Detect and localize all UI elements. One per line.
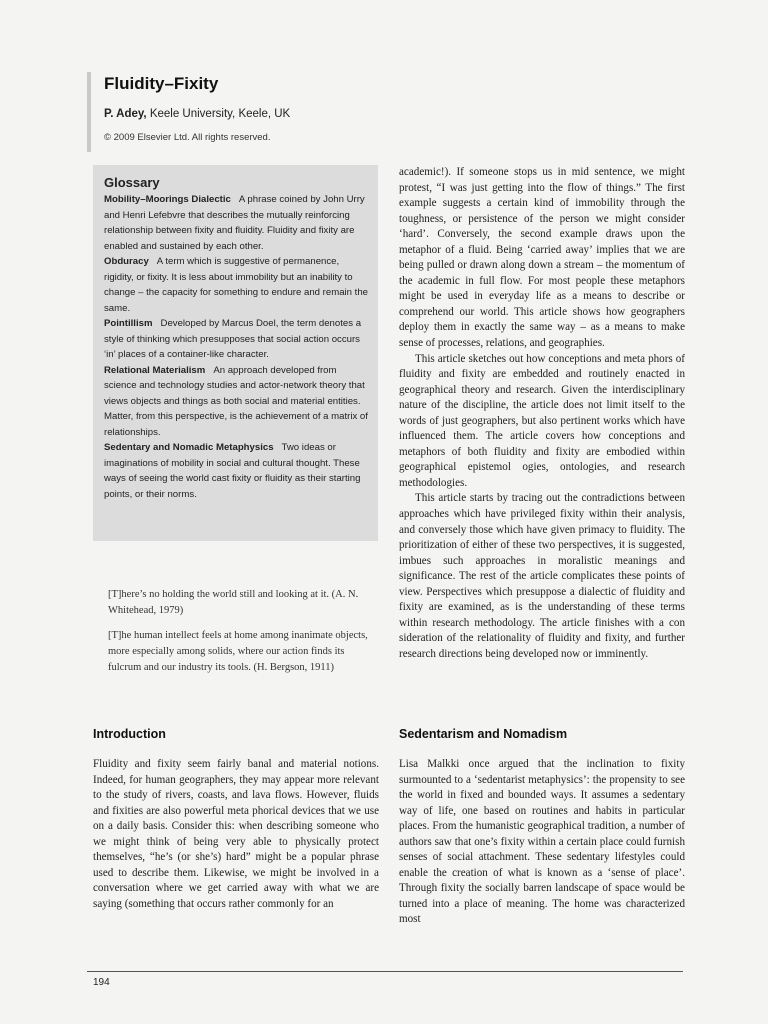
paragraph: academic!). If someone stops us in mid sentence, we might protest, “I was just getting into the flow of things.” The first example suggests a certain kind of immobility through the toughness, or persistence of the person we might consider ‘hard’. Conversely, the second example draws upon the metaphor of a fluid. Being ‘carried away’ implies that we are being pulled or drawn along down a stream – the momentum of the academic in full flow. For most people these metaphors might be used in everyday life as a means to describe or comprehend our world. This article shows how geographers deploy them in exactly the same way – as a means to make sense of processes, relations, and geographies. <box>399 166 685 350</box>
glossary-entry <box>104 254 368 316</box>
glossary-term: Relational Materialism <box>104 364 206 376</box>
glossary-definition: Two ideas or imaginations of mobility in social and cultural thought. These ways of seeing the world cast fixity or fluidity as their starting points, or their norms. <box>104 442 361 500</box>
glossary-entry <box>104 440 368 502</box>
paragraph: Lisa Malkki once argued that the inclination to fixity surmounted to a ‘sedentarist metaphysics’: the propensity to see the world in fixed and bounded ways. It assumes a sedentary way of life, one based on routines and habits in particular places. From the humanistic geographical tradition, a number of authors saw that one’s fixity within a certain place could furnish senses of social attachment. These sedentary lifestyles could enable the creation of what is known as a ‘sense of place’. Through fixity the socially barren landscape of space would be turned into a place of meaning. The home was characterized most <box>399 758 685 926</box>
page-number: 194 <box>93 977 110 988</box>
introduction-body <box>93 757 379 912</box>
glossary-entry <box>104 363 368 441</box>
right-column-body <box>399 165 685 663</box>
glossary-definition: An approach developed from science and technology studies and actor-network theory that views objects and things as both social and material entities. Matter, from this perspective, is the achievement of a matrix of relationships. <box>104 364 368 438</box>
title-accent-bar <box>87 72 91 152</box>
author-line <box>104 108 290 120</box>
glossary-definition: A phrase coined by John Urry and Henri Lefebvre that describes the mutually reinforcing relationship between fixity and fluidity. Fluidity and fixity are enabled and sustained by each other. <box>104 194 365 252</box>
glossary-entry <box>104 192 368 254</box>
glossary-term: Obduracy <box>104 256 149 267</box>
copyright-notice: © 2009 Elsevier Ltd. All rights reserved. <box>104 132 271 143</box>
glossary-box <box>93 165 378 541</box>
footer-rule <box>87 971 683 972</box>
sedentarism-heading: Sedentarism and Nomadism <box>399 727 568 741</box>
paragraph: Fluidity and fixity seem fairly banal and material notions. Indeed, for human geographers, they may appear more relevant to the study of rivers, coasts, and lava flows. However, fluids and fixities are also powerful meta phorical devices that we use on a daily basis. Consider this: when describing someone who we might think of being very able to physically protect themselves, “he’s (or she’s) hard” might be a popular phrase used to describe them. Likewise, we might be involved in a conversation where we get carried away with what we are saying (something that occurs rather commonly for an <box>93 758 379 910</box>
epigraph-whitehead: [T]here’s no holding the world still and looking at it. (A. N. Whitehead, 1979) <box>108 589 359 617</box>
paragraph: This article sketches out how conceptions and meta phors of fluidity and fixity are embedded and routinely enacted in geographical theory and research. Given the interdisciplinary nature of the discipline, the article does not limit itself to the words of just geographers, but also pertinent works which have influenced them. The article covers how conceptions and metaphors of both fluidity and fixity are embodied within geographical epistemol ogies, ontologies, and research methodologies. <box>399 352 685 489</box>
glossary-term: Mobility–Moorings Dialectic <box>104 194 231 205</box>
paragraph: This article starts by tracing out the contradictions between approaches which have privileged fixity within their analysis, and conversely those which have given primacy to fluidity. The prioritization of either of these two perspectives, it is suggested, imbues such approaches in moralistic meanings and significance. The rest of the article complicates these points of view. Perspectives which presuppose a dialectic of fluidity and fixity are examined, as is the understanding of these terms within research methodology. The article finishes with a con sideration of the relationality of fluidity and fixity, and further research directions being developed now or imminently. <box>399 492 685 660</box>
sedentarism-body <box>399 757 685 928</box>
article-title: Fluidity–Fixity <box>104 74 219 93</box>
author-name: P. Adey, <box>104 108 147 120</box>
epigraphs <box>108 587 370 684</box>
glossary-term: Sedentary and Nomadic Metaphysics <box>104 442 274 453</box>
introduction-heading: Introduction <box>93 727 166 741</box>
glossary-term: Pointillism <box>104 318 153 329</box>
epigraph-bergson: [T]he human intellect feels at home among inanimate objects, more especially among solids, where our action finds its fulcrum and our industry its tools. (H. Bergson, 1911) <box>108 629 368 674</box>
author-affiliation: Keele University, Keele, UK <box>146 108 291 120</box>
glossary-definition: A term which is suggestive of permanence, rigidity, or fixity. It is less about immobility but an inability to change – the capacity for something to endure and remain the same. <box>104 256 368 314</box>
glossary-heading: Glossary <box>104 175 160 190</box>
glossary-entry <box>104 316 368 363</box>
glossary-definition: Developed by Marcus Doel, the term denotes a style of thinking which presupposes that social action occurs ‘in’ places of a container-like character. <box>104 318 362 360</box>
